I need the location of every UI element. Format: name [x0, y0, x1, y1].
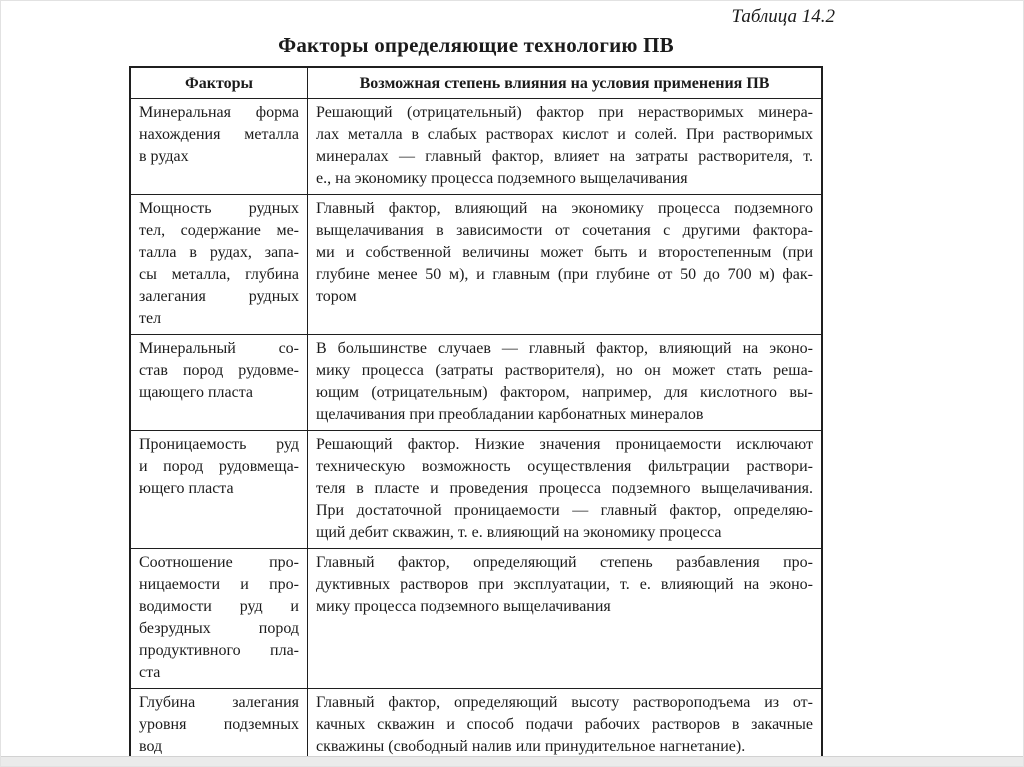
- header-row: [130, 67, 822, 99]
- factor-cell: Мощность рудных тел, содержание ме- талла в рудах, запа- сы металла, глубина залегания рудных тел: [130, 195, 308, 335]
- column-header-factors: Факторы: [130, 67, 308, 99]
- table-row: [130, 335, 822, 431]
- factor-cell: Соотношение про- ницаемости и про- водимости руд и безрудных пород продуктивного пла- ста: [130, 549, 308, 689]
- influence-cell: Главный фактор, определяющий высоту раствороподъема из от- качных скважин и способ подачи рабочих растворов в закачные скважины (свободный налив или принудительное нагнетание).: [308, 689, 823, 764]
- table-row: [130, 549, 822, 689]
- table-row: [130, 99, 822, 195]
- table-row: [130, 431, 822, 549]
- table-caption: Таблица 14.2: [731, 6, 835, 27]
- influence-cell: Главный фактор, влияющий на экономику процесса подземного выщелачивания в зависимости от сочетания с другими фактора- ми и собственной величины может быть и второстепенным (при глубине менее 50 м), и главным (при глубине от 50 до 700 м) фак- тором: [308, 195, 823, 335]
- factor-cell: Глубина залегания уровня подземных вод: [130, 689, 308, 764]
- page-title: Факторы определяющие технологию ПВ: [278, 33, 674, 57]
- page-bottom-edge: [1, 756, 1023, 766]
- influence-cell: Решающий фактор. Низкие значения проницаемости исключают техническую возможность осуществления фильтрации раствори- теля в пласте и проведения процесса подземного выщелачивания. При достаточной проницаемости — главный фактор, определяю- щий дебит скважин, т. е. влияющий на экономику процесса: [308, 431, 823, 549]
- column-header-influence: Возможная степень влияния на условия применения ПВ: [308, 67, 823, 99]
- factor-cell: Проницаемость руд и пород рудовмеща- ющего пласта: [130, 431, 308, 549]
- factors-table: [129, 66, 823, 764]
- table-row: [130, 689, 822, 764]
- table-row: [130, 195, 822, 335]
- influence-cell: Решающий (отрицательный) фактор при нерастворимых минера- лах металла в слабых растворах кислот и солей. При растворимых минералах — главный фактор, влияет на затраты растворителя, т. е., на экономику процесса подземного выщелачивания: [308, 99, 823, 195]
- influence-cell: В большинстве случаев — главный фактор, влияющий на эконо- мику процесса (затраты растворителя), но он может стать реша- ющим (отрицательным) фактором, например, для кислотного вы- щелачивания при преобладании карбонатных минералов: [308, 335, 823, 431]
- influence-cell: Главный фактор, определяющий степень разбавления про- дуктивных растворов при эксплуатации, т. е. влияющий на эконо- мику процесса подземного выщелачивания: [308, 549, 823, 689]
- factor-cell: Минеральная форма нахождения металла в рудах: [130, 99, 308, 195]
- page-content: [129, 5, 835, 764]
- factor-cell: Минеральный со- став пород рудовме- щающего пласта: [130, 335, 308, 431]
